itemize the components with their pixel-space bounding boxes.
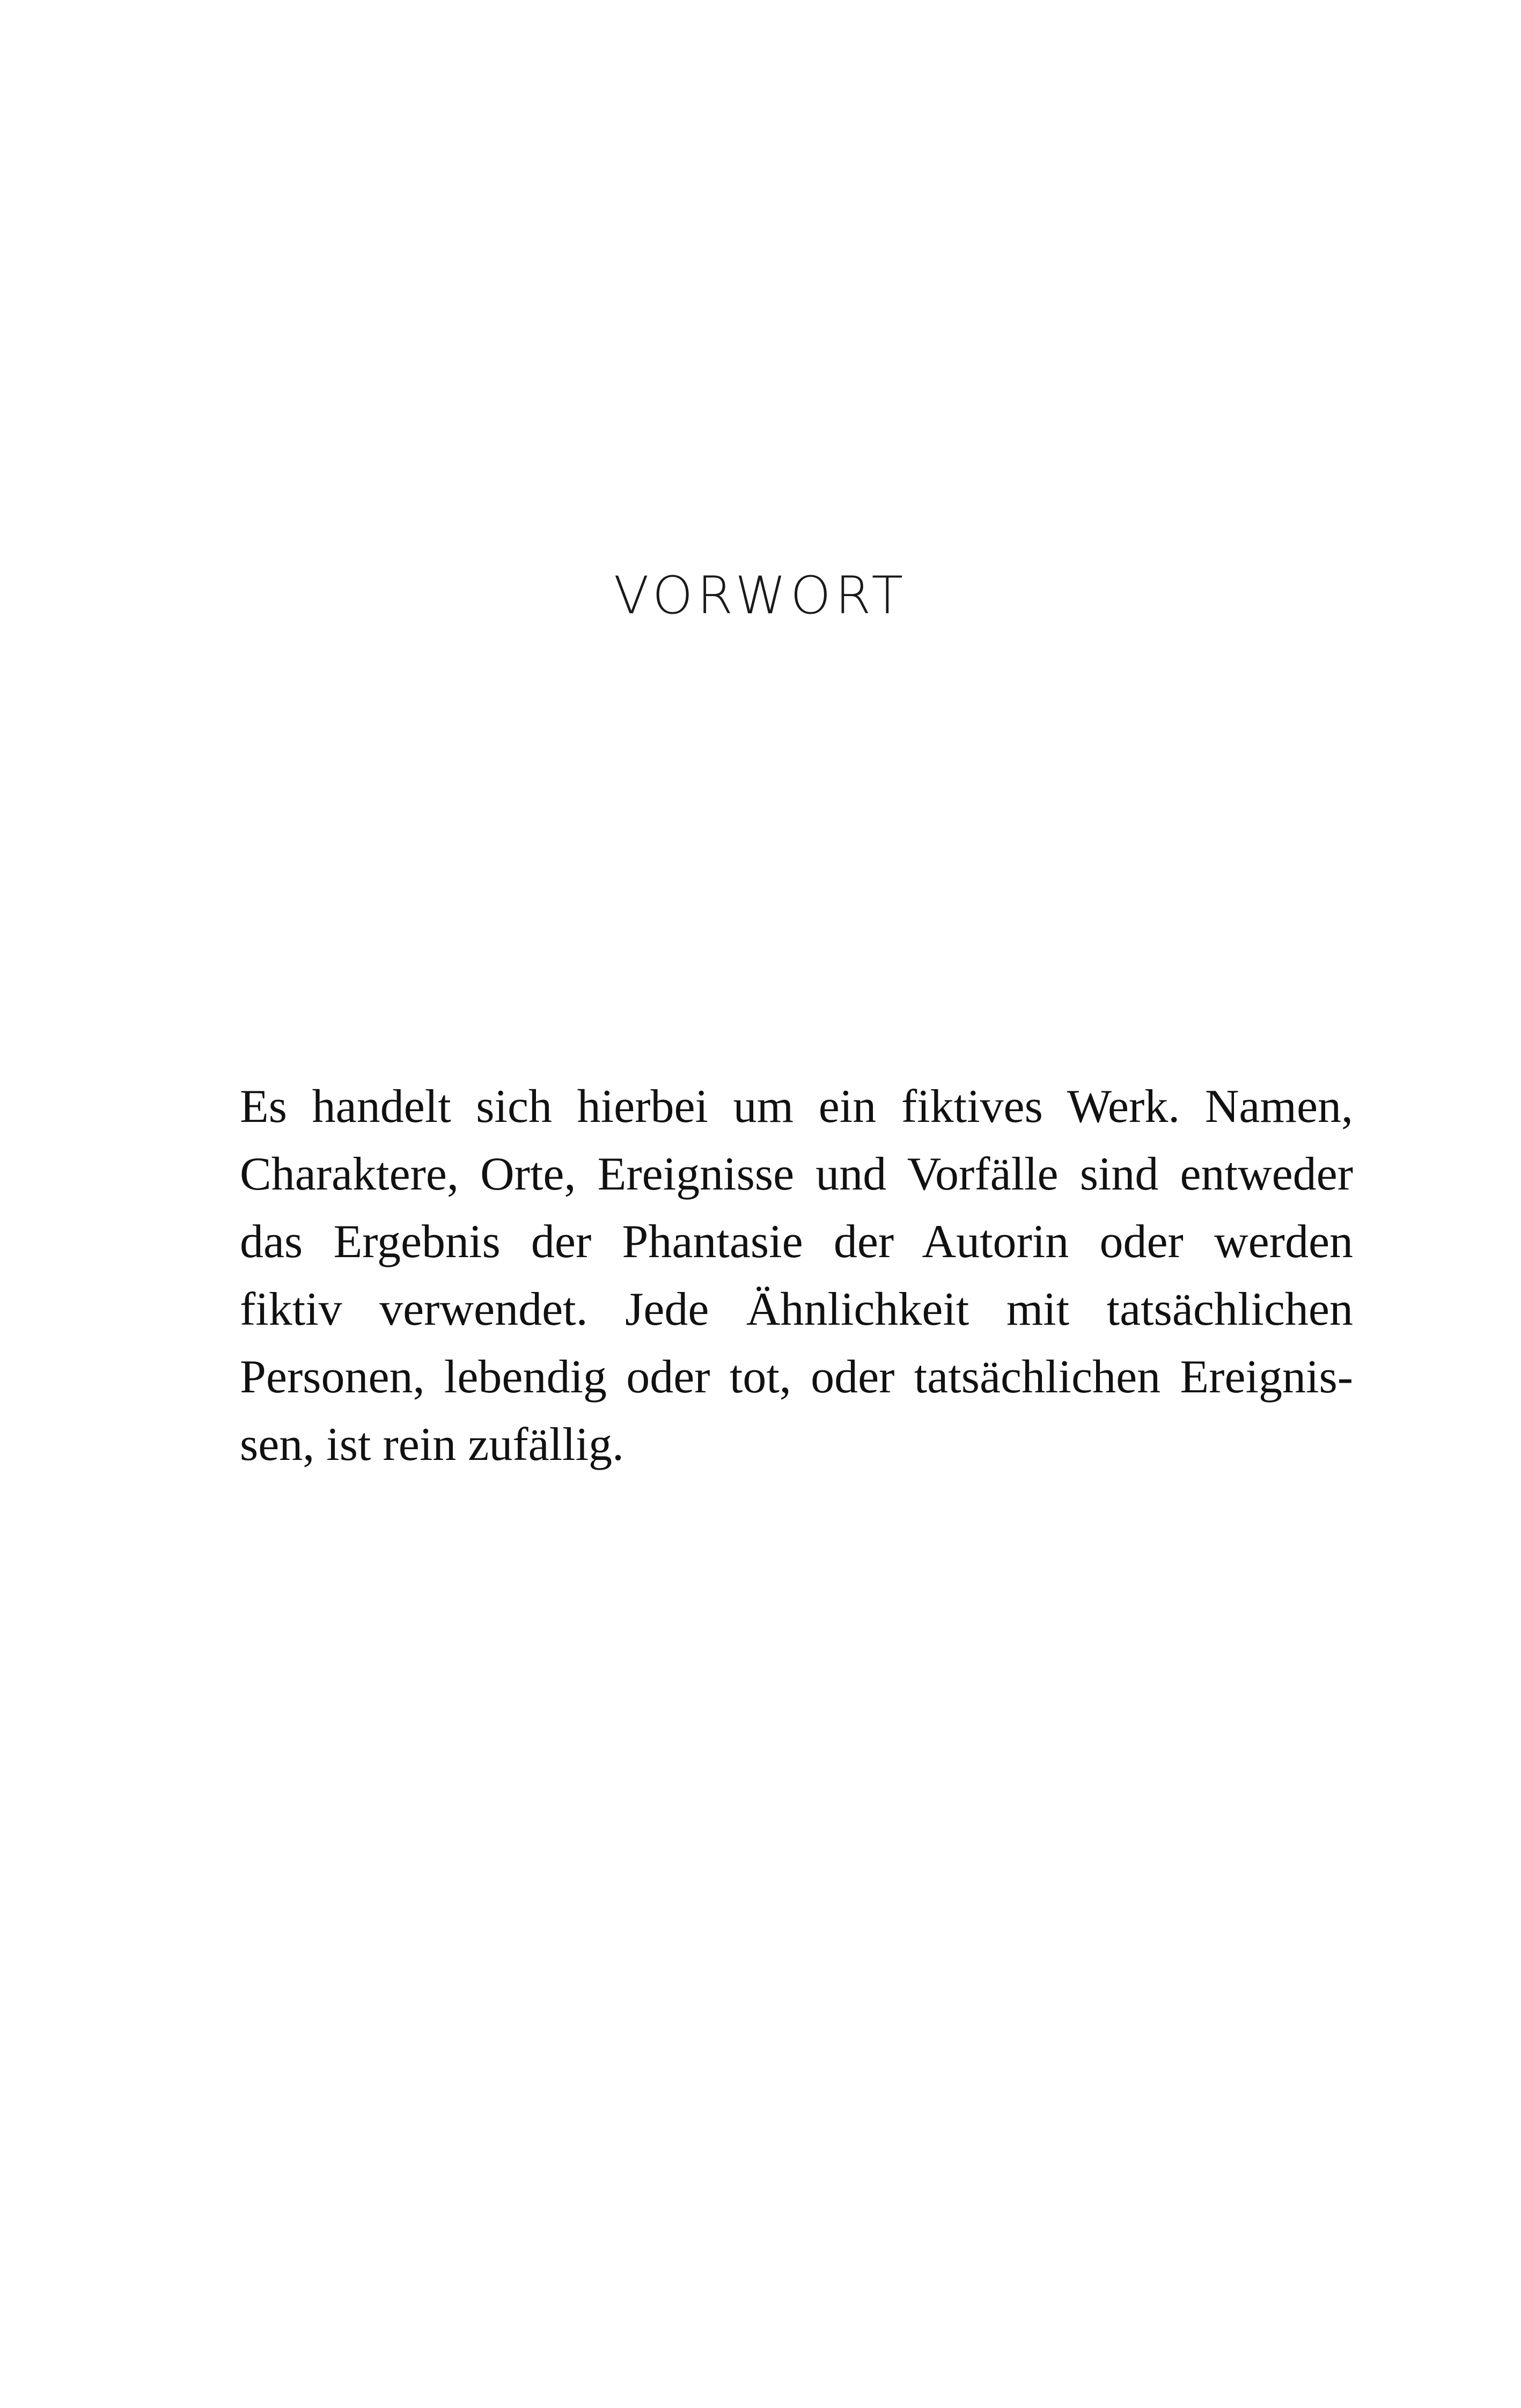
paragraph-line: Personen, lebendig oder tot, oder tatsächlichen Ereignis-: [240, 1351, 1353, 1403]
paragraph-line: Es handelt sich hierbei um ein fiktives Werk. Namen,: [240, 1081, 1353, 1133]
page-title: VORWORT: [613, 566, 908, 626]
paragraph-line: fiktiv verwendet. Jede Ähnlichkeit mit tatsächlichen: [240, 1283, 1353, 1335]
paragraph-line: das Ergebnis der Phantasie der Autorin oder werden: [240, 1216, 1353, 1268]
disclaimer-paragraph: [240, 1073, 1353, 1502]
paragraph-line: sen, ist rein zufällig.: [240, 1419, 624, 1471]
paragraph-line: Charaktere, Orte, Ereignisse und Vorfälle sind entweder: [240, 1148, 1353, 1200]
